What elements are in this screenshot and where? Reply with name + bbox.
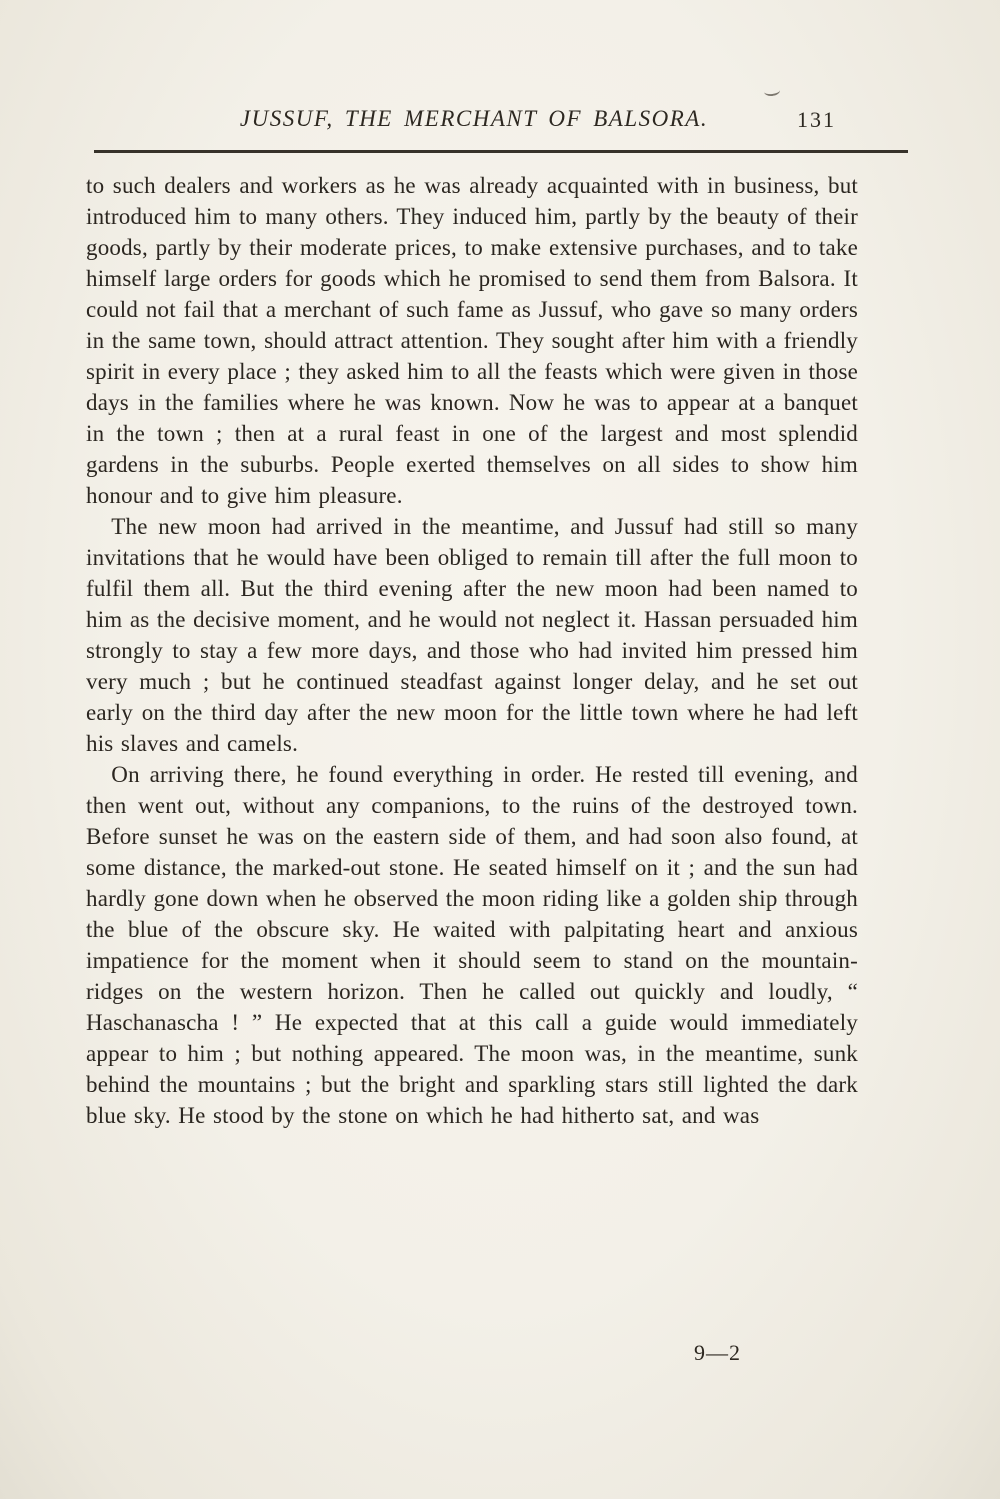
scan-artifact-mark <box>764 85 781 97</box>
body-text <box>86 170 858 1131</box>
paragraph-continuation: to such dealers and workers as he was already acquainted with in business, but introduced him to many others. They induced him, partly by the beauty of their goods, partly by their moderate prices, to make extensive purchases, and to take himself large orders for goods which he promised to send them from Balsora. It could not fail that a merchant of such fame as Jussuf, who gave so many orders in the same town, should attract attention. They sought after him with a friendly spirit in every place ; they asked him to all the feasts which were given in those days in the families where he was known. Now he was to appear at a banquet in the town ; then at a rural feast in one of the largest and most splendid gardens in the suburbs. People exerted themselves on all sides to show him honour and to give him pleasure. <box>86 173 858 508</box>
paragraph: The new moon had arrived in the meantime, and Jussuf had still so many invitations that he would have been obliged to remain till after the full moon to fulfil them all. But the third evening after the new moon had been named to him as the decisive moment, and he would not neglect it. Hassan persuaded him strongly to stay a few more days, and those who had invited him pressed him very much ; but he continued steadfast against longer delay, and he set out early on the third day after the new moon for the little town where he had left his slaves and camels. <box>86 514 858 756</box>
running-title: JUSSUF, THE MERCHANT OF BALSORA. <box>239 106 709 131</box>
paragraph: On arriving there, he found everything in order. He rested till evening, and then went out, without any companions, to the ruins of the destroyed town. Before sunset he was on the eastern side of them, and had soon also found, at some distance, the marked-out stone. He seated himself on it ; and the sun had hardly gone down when he observed the moon riding like a golden ship through the blue of the obscure sky. He waited with palpitating heart and anxious impatience for the moment when it should seem to stand on the mountain-ridges on the western horizon. Then he called out quickly and loudly, “ Haschanascha ! ” He expected that at this call a guide would immediately appear to him ; but nothing appeared. The moon was, in the meantime, sunk behind the mountains ; but the bright and sparkling stars still lighted the dark blue sky. He stood by the stone on which he had hitherto sat, and was <box>86 762 858 1128</box>
footer-signature-mark: 9—2 <box>694 1340 741 1365</box>
page-header <box>88 106 860 142</box>
page-number: 131 <box>797 107 836 132</box>
header-rule <box>94 150 908 153</box>
